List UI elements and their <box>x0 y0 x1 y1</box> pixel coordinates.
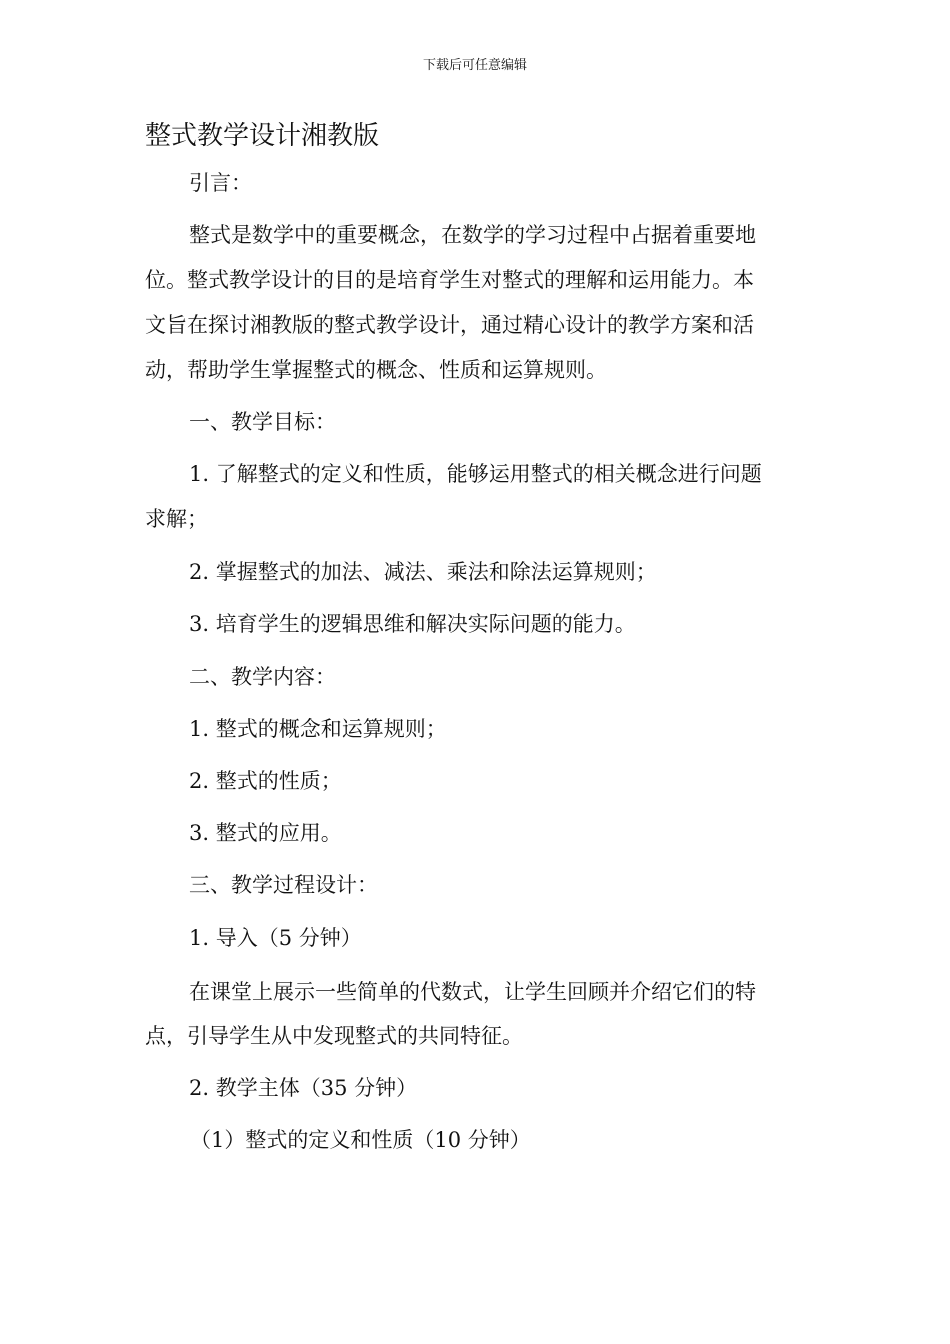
goal-1-line-2: 求解； <box>145 507 208 531</box>
step-2-subitem-1: （1）整式的定义和性质（10 分钟） <box>190 1128 531 1152</box>
step-1-paragraph-line-2: 点，引导学生从中发现整式的共同特征。 <box>145 1024 523 1048</box>
intro-heading: 引言： <box>189 171 252 195</box>
goal-3: 3. 培育学生的逻辑思维和解决实际问题的能力。 <box>189 612 636 636</box>
step-1-paragraph-line-1: 在课堂上展示一些简单的代数式，让学生回顾并介绍它们的特 <box>189 980 756 1004</box>
page-header: 下载后可任意编辑 <box>422 58 527 73</box>
intro-paragraph-line-2: 位。整式教学设计的目的是培育学生对整式的理解和运用能力。本 <box>145 268 754 292</box>
section-2-heading: 二、教学内容： <box>189 665 336 689</box>
content-item-1: 1. 整式的概念和运算规则； <box>189 717 447 741</box>
content-item-3: 3. 整式的应用。 <box>189 821 342 845</box>
goal-2: 2. 掌握整式的加法、减法、乘法和除法运算规则； <box>189 560 657 584</box>
intro-paragraph-line-3: 文旨在探讨湘教版的整式教学设计，通过精心设计的教学方案和活 <box>145 313 754 337</box>
goal-1-line-1: 1. 了解整式的定义和性质，能够运用整式的相关概念进行问题 <box>189 462 762 486</box>
step-1-heading: 1. 导入（5 分钟） <box>189 926 362 950</box>
step-2-heading: 2. 教学主体（35 分钟） <box>189 1076 418 1100</box>
intro-paragraph-line-1: 整式是数学中的重要概念，在数学的学习过程中占据着重要地 <box>189 223 756 247</box>
content-item-2: 2. 整式的性质； <box>189 769 342 793</box>
section-3-heading: 三、教学过程设计： <box>189 873 378 897</box>
section-1-heading: 一、教学目标： <box>189 410 336 434</box>
document-title: 整式教学设计湘教版 <box>145 121 380 151</box>
intro-paragraph-line-4: 动，帮助学生掌握整式的概念、性质和运算规则。 <box>145 358 607 382</box>
